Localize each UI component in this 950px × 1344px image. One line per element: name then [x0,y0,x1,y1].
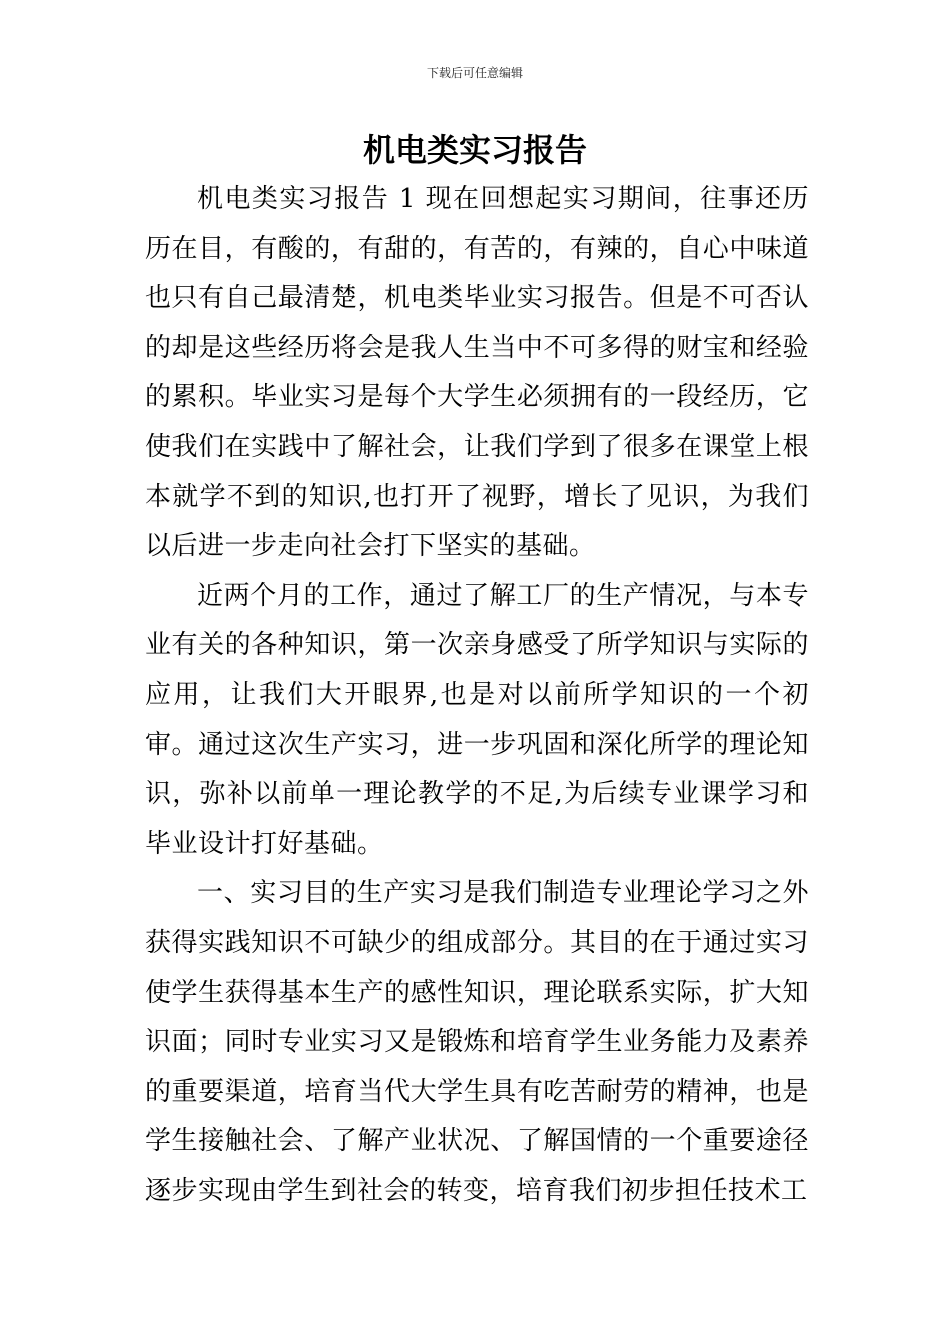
document-body [145,175,809,1216]
paragraph-2: 近两个月的工作，通过了解工厂的生产情况，与本专业有关的各种知识，第一次亲身感受了所学知识与实际的应用，让我们大开眼界,也是对以前所学知识的一个初审。通过这次生产实习，进一步巩固和深化所学的理论知识，弥补以前单一理论教学的不足,为后续专业课学习和毕业设计打好基础。 [145,580,809,859]
paragraph-3: 一、实习目的生产实习是我们制造专业理论学习之外获得实践知识不可缺少的组成部分。其目的在于通过实习使学生获得基本生产的感性知识，理论联系实际，扩大知识面；同时专业实习又是锻炼和培育学生业务能力及素养的重要渠道，培育当代大学生具有吃苦耐劳的精神，也是学生接触社会、了解产业状况、了解国情的一个重要途径逐步实现由学生到社会的转变，培育我们初步担任技术工 [145,878,809,1206]
paragraph-1: 机电类实习报告 1 现在回想起实习期间，往事还历历在目，有酸的，有甜的，有苦的，有辣的，自心中味道也只有自己最清楚，机电类毕业实习报告。但是不可否认的却是这些经历将会是我人生当中不可多得的财宝和经验的累积。毕业实习是每个大学生必须拥有的一段经历，它使我们在实践中了解社会，让我们学到了很多在课堂上根本就学不到的知识,也打开了视野，增长了见识，为我们以后进一步走向社会打下坚实的基础。 [145,184,809,562]
header-note: 下载后可任意编辑 [426,66,523,80]
document-title: 机电类实习报告 [362,131,587,169]
